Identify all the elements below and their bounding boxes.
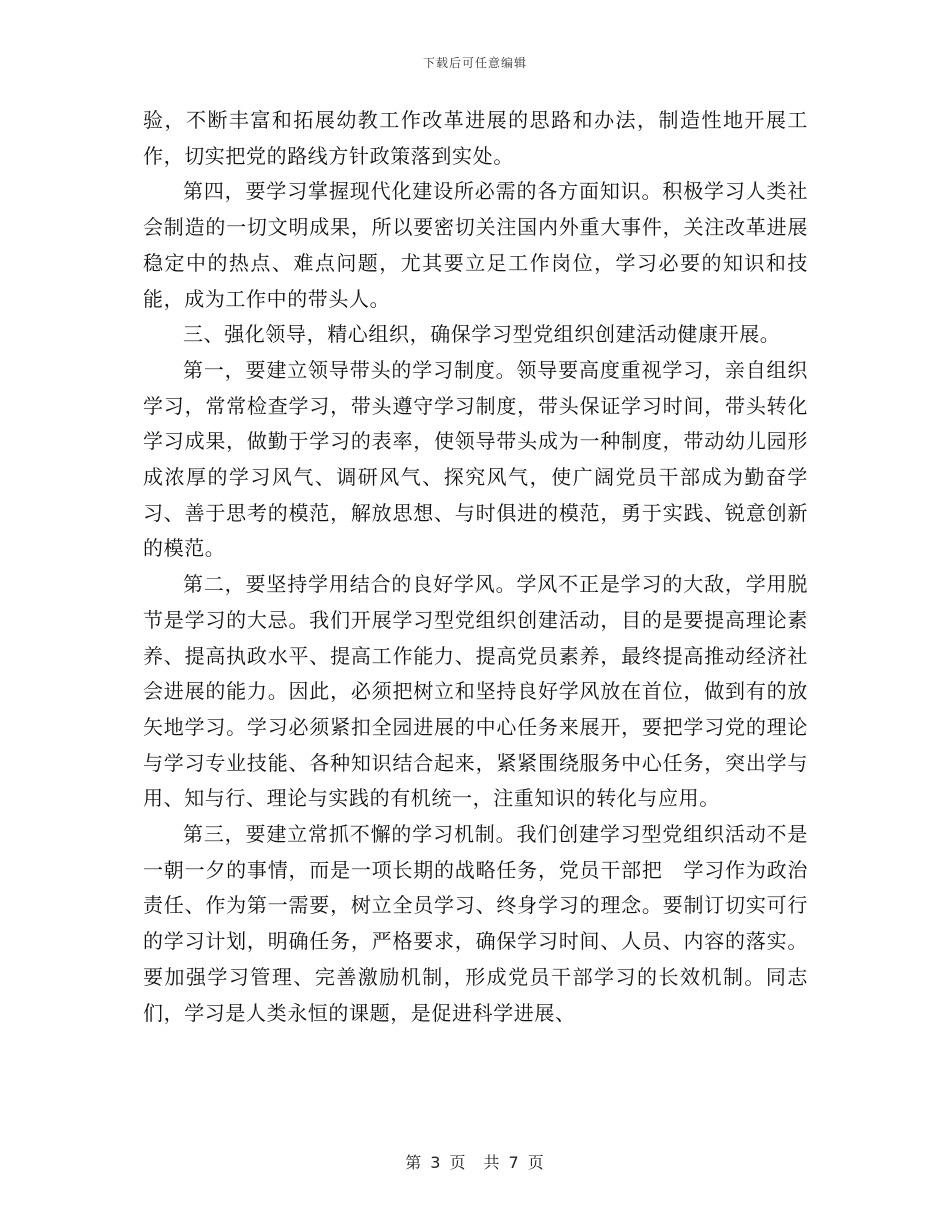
footer-total-pages: 7: [508, 1153, 520, 1172]
paragraph-third-point: 第三，要建立常抓不懈的学习机制。我们创建学习型党组织活动不是一朝一夕的事情，而是一项长期的战略任务，党员干部把 学习作为政治责任、作为第一需要，树立全员学习、终身学习的理念。要制订切实可行的学习计划，明确任务，严格要求，确保学习时间、人员、内容的落实。要加强学习管理、完善激励机制，形成党员干部学习的长效机制。同志们，学习是人类永恒的课题，是促进科学进展、: [143, 822, 808, 1025]
page-footer: [0, 1150, 950, 1173]
document-body: [143, 103, 808, 1031]
paragraph-first-point: 第一，要建立领导带头的学习制度。领导要高度重视学习，亲自组织学习，常常检查学习，带头遵守学习制度，带头保证学习时间，带头转化学习成果，做勤于学习的表率，使领导带头成为一种制度，带动幼儿园形成浓厚的学习风气、调研风气、探究风气，使广阔党员干部成为勤奋学习、善于思考的模范，解放思想、与时俱进的模范，勇于实践、锐意创新的模范。: [143, 357, 808, 561]
paragraph-continuation: 验，不断丰富和拓展幼教工作改革进展的思路和办法，制造性地开展工作，切实把党的路线方针政策落到实处。: [143, 108, 808, 168]
footer-prefix: 第: [405, 1153, 423, 1172]
footer-page-number: 3: [430, 1153, 442, 1172]
paragraph-fourth-point: 第四，要学习掌握现代化建设所必需的各方面知识。积极学习人类社会制造的一切文明成果，所以要密切关注国内外重大事件，关注改革进展稳定中的热点、难点问题，尤其要立足工作岗位，学习必要的知识和技能，成为工作中的带头人。: [143, 179, 808, 311]
page-header: 下载后可任意编辑: [422, 56, 527, 70]
paragraph-second-point: 第二，要坚持学用结合的良好学风。学风不正是学习的大敌，学用脱节是学习的大忌。我们开展学习型党组织创建活动，目的是要提高理论素养、提高执政水平、提高工作能力、提高党员素养，最终提高推动经济社会进展的能力。因此，必须把树立和坚持良好学风放在首位，做到有的放矢地学习。学习必须紧扣全园进展的中心任务来展开，要把学习党的理论与学习专业技能、各种知识结合起来，紧紧围绕服务中心任务，突出学与用、知与行、理论与实践的有机统一，注重知识的转化与应用。: [143, 572, 808, 811]
footer-suffix: 页: [527, 1153, 545, 1172]
footer-middle: 页 共: [449, 1153, 501, 1172]
section-heading-three: 三、强化领导，精心组织，确保学习型党组织创建活动健康开展。: [183, 322, 781, 347]
